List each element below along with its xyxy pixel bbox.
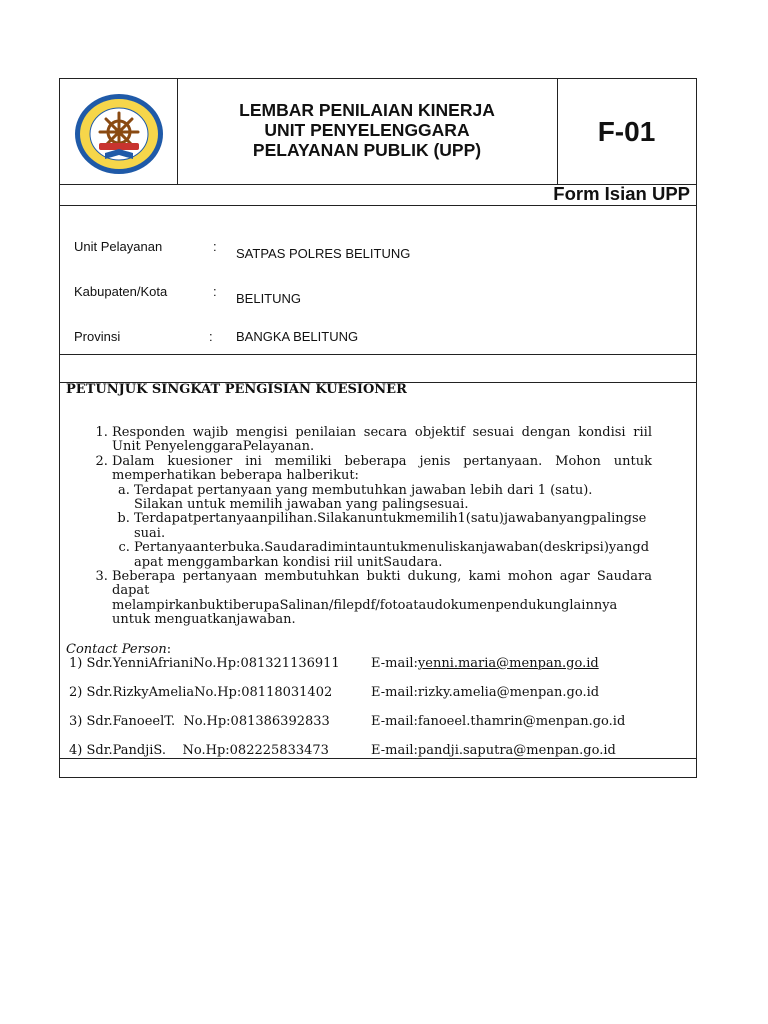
instruction-item-2b: b. Terdapatpertanyaanpilihan.Silakanuntukmemilih1(satu)jawabanyangpalingsesuai.: [134, 512, 652, 541]
border-left: [59, 78, 60, 778]
instruction-item-2a: [134, 484, 652, 513]
instructions-heading: PETUNJUK SINGKAT PENGISIAN KUESIONER: [66, 382, 407, 397]
field-sep-kabupaten: :: [213, 284, 217, 299]
field-value-unit: SATPAS POLRES BELITUNG: [236, 246, 411, 261]
instruction-item-2a-line-2: Silakan untuk memilih jawaban yang palingsesuai.: [134, 497, 469, 513]
field-label-unit: Unit Pelayanan: [74, 239, 163, 254]
instruction-item-2a-line-1: Terdapat pertanyaan yang membutuhkan jawaban lebih dari 1 (satu).: [134, 482, 593, 498]
divider-contacts: [59, 758, 697, 759]
contact-email-row-2: [371, 685, 599, 700]
field-sep-unit: :: [213, 239, 217, 254]
divider-subtitle: [59, 205, 697, 206]
contact-email-label-3: E-mail:: [371, 714, 418, 729]
contact-email-label-2: E-mail:: [371, 685, 418, 700]
contact-name-2: 2) Sdr.RizkyAmeliaNo.Hp:08118031402: [69, 685, 333, 700]
ministry-logo: [71, 91, 167, 177]
document-title: [178, 100, 556, 160]
contact-person-heading: [66, 642, 171, 657]
contact-row-1: [69, 656, 340, 671]
field-value-provinsi: BANGKA BELITUNG: [236, 329, 359, 344]
contact-email-row-1: [371, 656, 599, 671]
form-subtitle: Form Isian UPP: [553, 183, 690, 204]
border-top: [59, 78, 697, 79]
title-line-3: PELAYANAN PUBLIK (UPP): [252, 140, 482, 160]
contact-email-3: fanoeel.thamrin@menpan.go.id: [417, 714, 626, 729]
contact-email-row-3: [371, 714, 625, 729]
instruction-item-1: 1. Responden wajib mengisi penilaian secara objektif sesuai dengan kondisi riil Unit PenyelenggaraPelayanan.: [112, 426, 652, 455]
instructions-list: [66, 426, 652, 628]
field-value-kabupaten: BELITUNG: [236, 291, 302, 306]
field-label-kabupaten: Kabupaten/Kota: [74, 284, 168, 299]
contact-email-4: pandji.saputra@menpan.go.id: [417, 743, 616, 758]
divider-fields: [59, 354, 697, 355]
field-label-provinsi: Provinsi: [74, 329, 121, 344]
border-right: [696, 78, 697, 778]
contact-row-3: [69, 714, 330, 729]
instruction-item-2: [112, 455, 652, 570]
contact-person-colon: :: [166, 642, 172, 657]
contact-email-row-4: [371, 743, 616, 758]
title-line-1: LEMBAR PENILAIAN KINERJA: [239, 100, 495, 120]
instruction-item-2-text: Dalam kuesioner ini memiliki beberapa jenis pertanyaan. Mohon untuk memperhatikan beberapa halberikut:: [112, 453, 652, 484]
field-sep-provinsi: :: [209, 329, 213, 344]
form-code: F-01: [597, 116, 656, 147]
contact-email-2: rizky.amelia@menpan.go.id: [417, 685, 600, 700]
instruction-item-2c: c. Pertanyaanterbuka.Saudaradimintauntukmenuliskanjawaban(deskripsi)yangdapat menggambarkan kondisi riil unitSaudara.: [134, 541, 652, 570]
instruction-item-3: 3. Beberapa pertanyaan membutuhkan bukti dukung, kami mohon agar Saudara dapat melampirkanbuktiberupaSalinan/filepdf/fotoataudokumenpendukunglainnya untuk menguatkanjawaban.: [112, 570, 652, 628]
title-line-2: UNIT PENYELENGGARA: [264, 120, 470, 140]
contact-row-4: [69, 743, 329, 758]
contact-row-2: [69, 685, 332, 700]
contact-name-4: 4) Sdr.PandjiS. No.Hp:082225833473: [69, 743, 329, 758]
contact-person-label: Contact Person: [66, 642, 167, 657]
contact-name-1: 1) Sdr.YenniAfrianiNo.Hp:081321136911: [69, 656, 340, 671]
contact-email-label-4: E-mail:: [371, 743, 418, 758]
contact-email-link-1[interactable]: yenni.maria@menpan.go.id: [417, 656, 599, 671]
contact-name-3: 3) Sdr.FanoeelT. No.Hp:081386392833: [69, 714, 330, 729]
border-bottom: [59, 777, 697, 778]
contact-email-label-1: E-mail:: [371, 656, 418, 671]
